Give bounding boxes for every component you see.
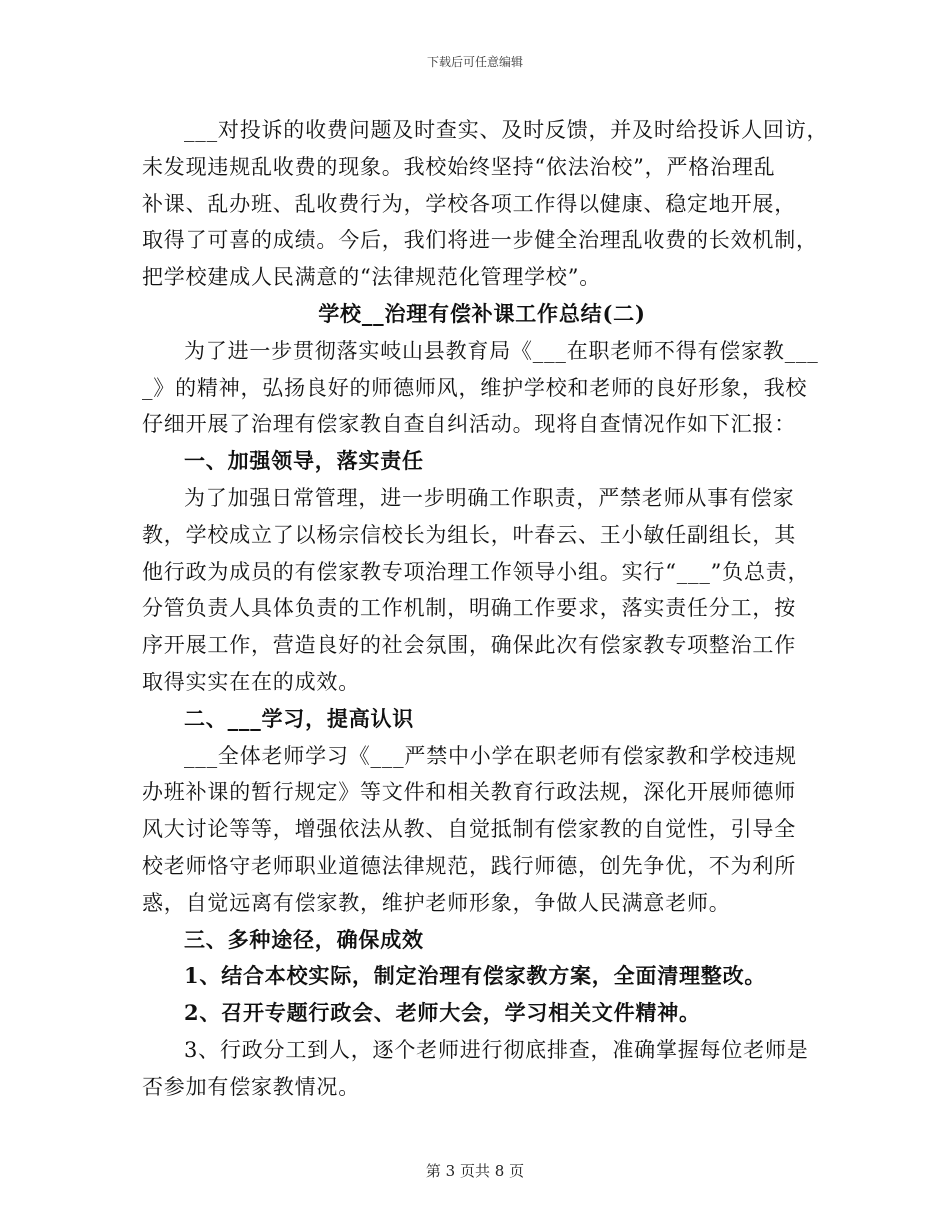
paragraph-line: 校老师恪守老师职业道德法律规范，践行师德，创先争优，不为利所 (142, 853, 796, 878)
paragraph-line: 为了进一步贯彻落实岐山县教育局《___在职老师不得有偿家教___ (184, 338, 819, 363)
paragraph-line: 取得了可喜的成绩。今后，我们将进一步健全治理乱收费的长效机制， (142, 228, 818, 253)
paragraph-line: 教，学校成立了以杨宗信校长为组长，叶春云、王小敏任副组长，其 (142, 522, 796, 547)
page-header-note: 下载后可任意编辑 (426, 55, 523, 69)
paragraph-line: 否参加有偿家教情况。 (142, 1074, 360, 1099)
paragraph-line: 补课、乱办班、乱收费行为，学校各项工作得以健康、稳定地开展， (142, 191, 796, 216)
list-item: 3、行政分工到人，逐个老师进行彻底排查，准确掌握每位老师是 (184, 1037, 809, 1062)
section-heading: 三、多种途径，确保成效 (184, 926, 424, 952)
paragraph-line: _》的精神，弘扬良好的师德师风，维护学校和老师的良好形象，我校 (142, 375, 808, 400)
paragraph-line: 把学校建成人民满意的“法律规范化管理学校”。 (142, 265, 602, 290)
page-number-footer: 第 3 页共 8 页 (425, 1162, 525, 1180)
paragraph-line: 取得实实在在的成效。 (142, 669, 360, 694)
paragraph-line: 办班补课的暂行规定》等文件和相关教育行政法规，深化开展师德师 (142, 780, 796, 805)
paragraph-line: 惑，自觉远离有偿家教，维护老师形象，争做人民满意老师。 (142, 890, 731, 915)
section-title: 学校__治理有偿补课工作总结(二) (318, 300, 646, 326)
section-heading: 一、加强领导，落实责任 (184, 448, 424, 474)
list-item: 1、结合本校实际，制定治理有偿家教方案，全面清理整改。 (184, 963, 767, 989)
list-item: 2、召开专题行政会、老师大会，学习相关文件精神。 (184, 1000, 701, 1026)
section-heading: 二、___学习，提高认识 (184, 705, 415, 731)
paragraph-line: 风大讨论等等，增强依法从教、自觉抵制有偿家教的自觉性，引导全 (142, 817, 796, 842)
paragraph-line: 分管负责人具体负责的工作机制，明确工作要求，落实责任分工，按 (142, 596, 796, 621)
paragraph-line: ___对投诉的收费问题及时查实、及时反馈，并及时给投诉人回访， (184, 118, 829, 142)
paragraph-line: 未发现违规乱收费的现象。我校始终坚持“依法治校”，严格治理乱 (142, 154, 776, 179)
paragraph-line: 仔细开展了治理有偿家教自查自纠活动。现将自查情况作如下汇报： (142, 412, 796, 437)
paragraph-line: 序开展工作，营造良好的社会氛围，确保此次有偿家教专项整治工作 (142, 633, 796, 658)
document-body (142, 112, 829, 1106)
paragraph-line: 他行政为成员的有偿家教专项治理工作领导小组。实行“___”负总责， (142, 559, 810, 584)
paragraph-line: ___全体老师学习《___严禁中小学在职老师有偿家教和学校违规 (184, 743, 797, 768)
paragraph-line: 为了加强日常管理，进一步明确工作职责，严禁老师从事有偿家 (184, 485, 795, 510)
